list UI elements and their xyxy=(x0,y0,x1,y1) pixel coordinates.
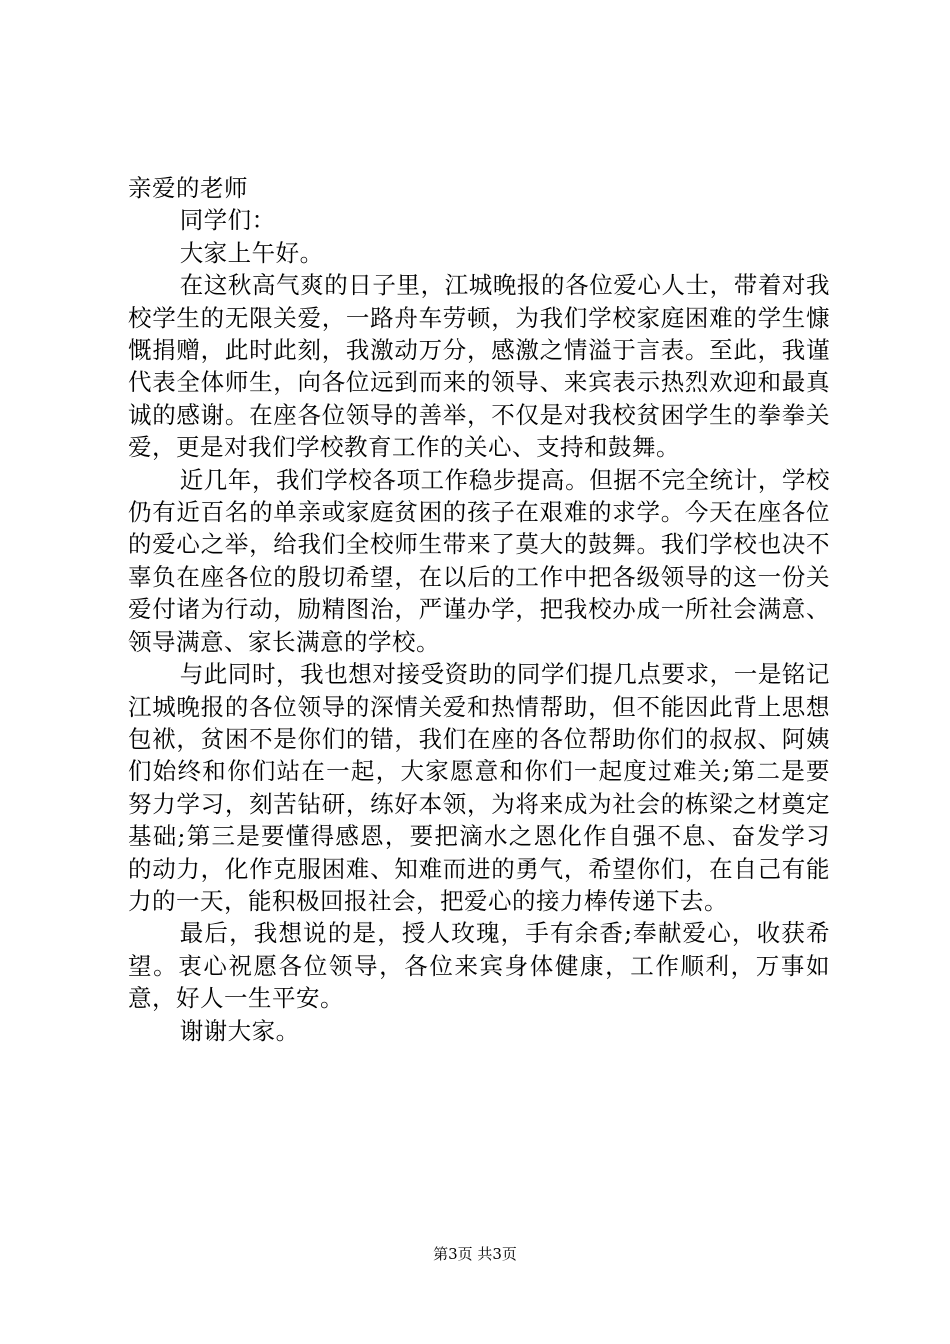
page-number: 第3页 共3页 xyxy=(433,1245,517,1263)
paragraph-final-thanks: 谢谢大家。 xyxy=(179,1016,300,1045)
paragraph-school-status: 近几年，我们学校各项工作稳步提高。但据不完全统计，学校仍有近百名的单亲或家庭贫困的孩子在艰难的求学。今天在座各位的爱心之举，给我们全校师生带来了莫大的鼓舞。我们学校也决不辜负在座各位的殷切希望，在以后的工作中把各级领导的这一份关爱付诸为行动，励精图治，严谨办学，把我校办成一所社会满意、领导满意、家长满意的学校。 xyxy=(128,465,830,656)
paragraph-greeting: 大家上午好。 xyxy=(179,238,324,267)
paragraph-address: 同学们： xyxy=(179,206,276,235)
paragraph-requirements: 与此同时，我也想对接受资助的同学们提几点要求，一是铭记江城晚报的各位领导的深情关爱和热情帮助，但不能因此背上思想包袱，贫困不是你们的错，我们在座的各位帮助你们的叔叔、阿姨们始终和你们站在一起，大家愿意和你们一起度过难关;第二是要努力学习，刻苦钻研，练好本领，为将来成为社会的栋梁之材奠定基础;第三是要懂得感恩，要把滴水之恩化作自强不息、奋发学习的动力，化作克服困难、知难而进的勇气，希望你们，在自己有能力的一天，能积极回报社会，把爱心的接力棒传递下去。 xyxy=(128,660,830,915)
salutation: 亲爱的老师 xyxy=(128,174,248,202)
paragraph-closing-wishes: 最后，我想说的是，授人玫瑰，手有余香;奉献爱心，收获希望。衷心祝愿各位领导，各位来宾身体健康，工作顺利，万事如意，好人一生平安。 xyxy=(128,919,830,1013)
page-footer xyxy=(0,1244,950,1264)
speech-body xyxy=(128,172,830,1047)
paragraph-thanks: 在这秋高气爽的日子里，江城晚报的各位爱心人士，带着对我校学生的无限关爱，一路舟车劳顿，为我们学校家庭困难的学生慷慨捐赠，此时此刻，我激动万分，感激之情溢于言表。至此，我谨代表全体师生，向各位远到而来的领导、来宾表示热烈欢迎和最真诚的感谢。在座各位领导的善举，不仅是对我校贫困学生的拳拳关爱，更是对我们学校教育工作的关心、支持和鼓舞。 xyxy=(128,271,830,462)
